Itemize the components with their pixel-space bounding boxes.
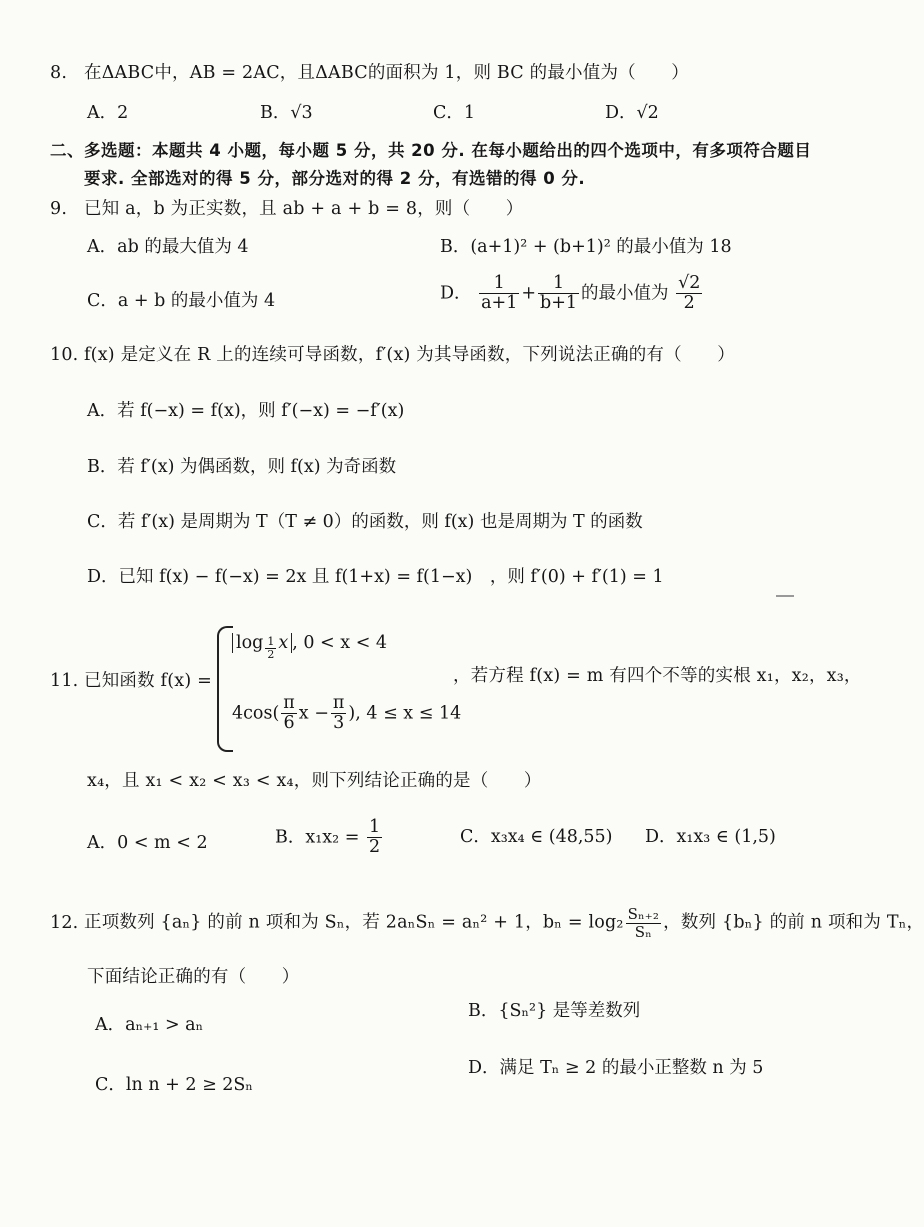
q9-option-d bbox=[440, 274, 704, 314]
question-number: 11. bbox=[50, 671, 79, 691]
numerator: √2 bbox=[678, 273, 701, 293]
section-heading-line1: 二、多选题：本题共 4 小题，每小题 5 分，共 20 分. 在每小题给出的四个选项中，有多项符合题目 bbox=[50, 141, 812, 160]
piecewise-case-2 bbox=[232, 694, 461, 734]
question-12-stem-line2: 下面结论正确的有（ ） bbox=[87, 967, 300, 987]
question-12-stem bbox=[50, 906, 924, 940]
q9-option-a: A．ab 的最大值为 4 bbox=[87, 237, 249, 257]
fraction-pi-over-6 bbox=[281, 694, 297, 734]
scan-mark bbox=[776, 595, 794, 597]
piecewise-case-1 bbox=[232, 632, 387, 661]
q12-option-a: A．aₙ₊₁ > aₙ bbox=[95, 1015, 204, 1035]
question-text: 已知函数 f(x) = bbox=[84, 671, 212, 691]
q8-option-b: B．√3 bbox=[260, 103, 313, 123]
numerator: 1 bbox=[267, 634, 275, 648]
denominator: 2 bbox=[368, 837, 381, 858]
q9-option-b: B．(a+1)² + (b+1)² 的最小值为 18 bbox=[440, 237, 732, 257]
q10-option-c: C．若 f′(x) 是周期为 T（T ≠ 0）的函数，则 f(x) 也是周期为 T 的函数 bbox=[87, 512, 643, 532]
denominator: 2 bbox=[267, 648, 275, 661]
numerator: π bbox=[283, 693, 295, 713]
absolute-value bbox=[232, 633, 292, 661]
denominator: b+1 bbox=[540, 293, 578, 314]
numerator: 1 bbox=[479, 274, 519, 294]
fraction-sn2-over-sn bbox=[626, 906, 662, 940]
denominator: 6 bbox=[283, 713, 295, 734]
option-text: B．x₁x₂ = bbox=[275, 827, 360, 848]
denominator: 2 bbox=[683, 293, 695, 314]
fraction-1-over-a-plus-1 bbox=[479, 274, 519, 314]
fraction-pi-over-3 bbox=[331, 694, 347, 734]
question-number: 10. bbox=[50, 345, 79, 365]
case-2-domain: ), 4 ≤ x ≤ 14 bbox=[348, 703, 462, 724]
piecewise-brace bbox=[217, 626, 233, 752]
question-10-stem bbox=[50, 344, 735, 367]
cos-prefix: 4cos( bbox=[232, 703, 280, 724]
fraction-1-over-b-plus-1 bbox=[538, 274, 579, 314]
question-11-stem-line2: x₄，且 x₁ < x₂ < x₃ < x₄，则下列结论正确的是（ ） bbox=[87, 771, 542, 791]
q10-option-a: A．若 f(−x) = f(x)，则 f′(−x) = −f′(x) bbox=[87, 401, 405, 421]
numerator: Sₙ₊₂ bbox=[627, 905, 660, 923]
denominator: Sₙ bbox=[634, 922, 652, 941]
question-number: 12. bbox=[50, 912, 79, 933]
question-9-stem bbox=[50, 198, 523, 221]
q12-option-b: B．{Sₙ²} 是等差数列 bbox=[468, 1001, 641, 1021]
plus-sign: + bbox=[521, 283, 537, 304]
question-number: 9. bbox=[50, 199, 68, 219]
case-1-domain: , 0 < x < 4 bbox=[292, 633, 388, 653]
option-label: D． bbox=[440, 283, 472, 304]
q11-option-c: C．x₃x₄ ∈ (48,55) bbox=[460, 827, 613, 847]
fraction-1-over-2 bbox=[367, 818, 382, 858]
numerator: 1 bbox=[368, 817, 381, 837]
question-text: 在ΔABC中，AB = 2AC，且ΔABC的面积为 1，则 BC 的最小值为（ ） bbox=[84, 63, 689, 83]
question-text: f(x) 是定义在 R 上的连续可导函数，f′(x) 为其导函数，下列说法正确的有（ ） bbox=[84, 345, 735, 365]
denominator: a+1 bbox=[481, 293, 518, 314]
q11-option-a: A．0 < m < 2 bbox=[87, 833, 208, 853]
question-8-stem bbox=[50, 62, 689, 85]
q12-option-c: C．ln n + 2 ≥ 2Sₙ bbox=[95, 1075, 253, 1095]
q10-option-d: D．已知 f(x) − f(−x) = 2x 且 f(1+x) = f(1−x) ，则 f′(0) + f′(1) = 1 bbox=[87, 567, 664, 587]
q8-option-a: A．2 bbox=[87, 103, 129, 123]
q9-option-c: C．a + b 的最小值为 4 bbox=[87, 291, 276, 311]
question-text: 正项数列 {aₙ} 的前 n 项和为 Sₙ，若 2aₙSₙ = aₙ² + 1，bₙ = log₂ bbox=[84, 912, 624, 933]
q8-option-d: D．√2 bbox=[605, 103, 659, 123]
q12-option-d: D．满足 Tₙ ≥ 2 的最小正整数 n 为 5 bbox=[468, 1058, 764, 1078]
fraction-sqrt2-over-2 bbox=[676, 274, 702, 314]
q11-option-b bbox=[275, 818, 384, 858]
variable-x: x bbox=[278, 633, 289, 653]
question-text-suffix: ，数列 {bₙ} 的前 n 项和为 Tₙ， bbox=[663, 912, 924, 933]
log-label: log bbox=[236, 633, 264, 653]
q11-option-d: D．x₁x₃ ∈ (1,5) bbox=[645, 827, 776, 847]
denominator: 3 bbox=[333, 713, 345, 734]
question-text: 已知 a，b 为正实数，且 ab + a + b = 8，则（ ） bbox=[84, 199, 524, 219]
option-text: 的最小值为 bbox=[581, 283, 669, 304]
numerator: 1 bbox=[538, 274, 579, 294]
log-base-half bbox=[265, 636, 276, 661]
cos-middle: x − bbox=[298, 703, 329, 724]
question-11-stem-suffix: ，若方程 f(x) = m 有四个不等的实根 x₁，x₂，x₃， bbox=[453, 666, 862, 686]
section-heading-line2: 要求. 全部选对的得 5 分，部分选对的得 2 分，有选错的得 0 分. bbox=[84, 169, 586, 188]
q8-option-c: C．1 bbox=[433, 103, 476, 123]
question-11-stem-prefix bbox=[50, 670, 212, 693]
q10-option-b: B．若 f′(x) 为偶函数，则 f(x) 为奇函数 bbox=[87, 457, 397, 477]
question-number: 8. bbox=[50, 63, 68, 83]
numerator: π bbox=[332, 693, 345, 713]
